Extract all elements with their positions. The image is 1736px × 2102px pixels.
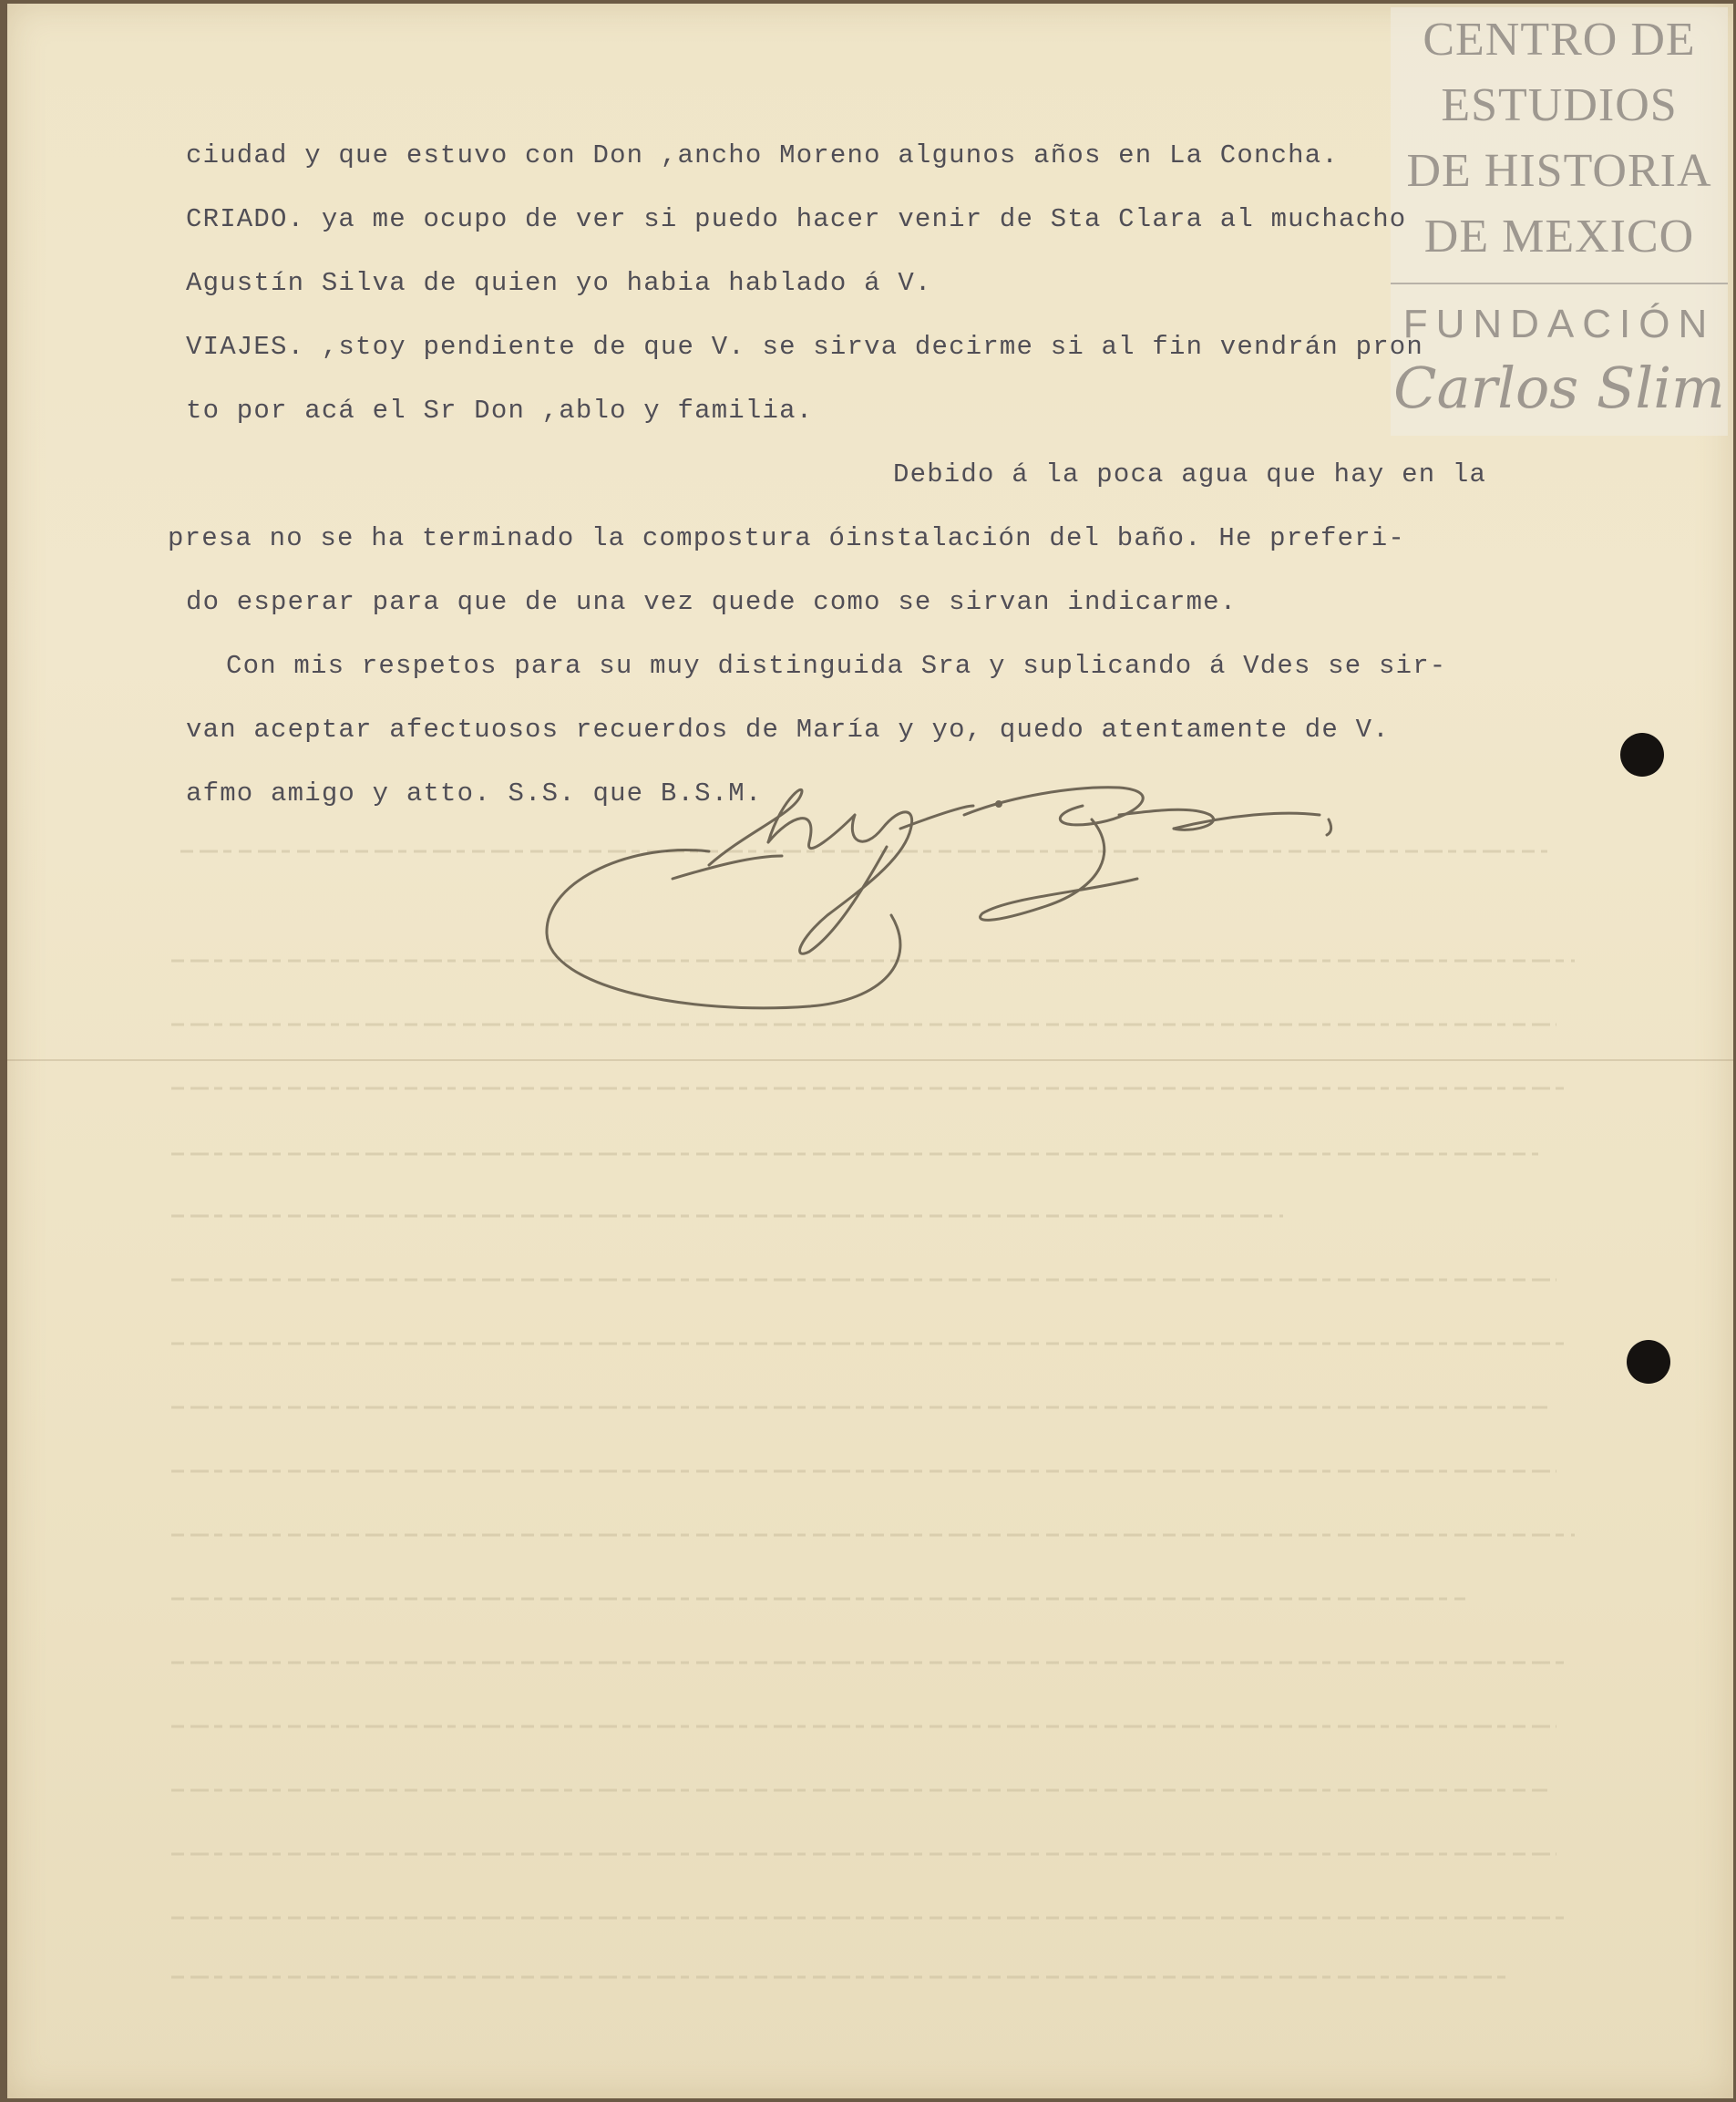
- letter-line: van aceptar afectuosos recuerdos de María y yo, quedo atentamente de V.: [186, 715, 1390, 745]
- letter-line: afmo amigo y atto. S.S. que B.S.M.: [186, 778, 763, 809]
- watermark-line: DE MEXICO: [1423, 211, 1695, 263]
- watermark-line: CENTRO DE: [1423, 14, 1696, 66]
- punch-hole: [1620, 733, 1664, 777]
- watermark-line: DE HISTORIA: [1406, 145, 1712, 197]
- letter-line: Agustín Silva de quien yo habia hablado á V.: [186, 268, 932, 298]
- letter-line: ciudad y que estuvo con Don ,ancho Moreno algunos años en La Concha.: [186, 140, 1339, 170]
- letter-line: Con mis respetos para su muy distinguida Sra y suplicando á Vdes se sir-: [226, 651, 1447, 681]
- letter-line: Debido á la poca agua que hay en la: [893, 459, 1487, 489]
- paper-fold: [7, 1059, 1733, 1061]
- letter-page: [7, 4, 1733, 2098]
- letter-line: presa no se ha terminado la compostura óinstalación del baño. He preferi-: [168, 523, 1406, 553]
- watermark-divider: [1391, 283, 1728, 284]
- watermark-foundation: FUNDACIÓN: [1402, 302, 1716, 346]
- handwritten-signature: [536, 778, 1374, 1025]
- watermark-line: ESTUDIOS: [1441, 79, 1678, 131]
- letter-line: CRIADO. ya me ocupo de ver si puedo hacer venir de Sta Clara al muchacho: [186, 204, 1407, 234]
- punch-hole: [1627, 1340, 1670, 1384]
- letter-line: do esperar para que de una vez quede como se sirvan indicarme.: [186, 587, 1238, 617]
- letter-line: VIAJES. ,stoy pendiente de que V. se sirva decirme si al fin vendrán pron: [186, 332, 1424, 362]
- watermark-signature: Carlos Slim: [1393, 355, 1725, 421]
- letter-line: to por acá el Sr Don ,ablo y familia.: [186, 396, 814, 426]
- archive-watermark: [1391, 7, 1728, 436]
